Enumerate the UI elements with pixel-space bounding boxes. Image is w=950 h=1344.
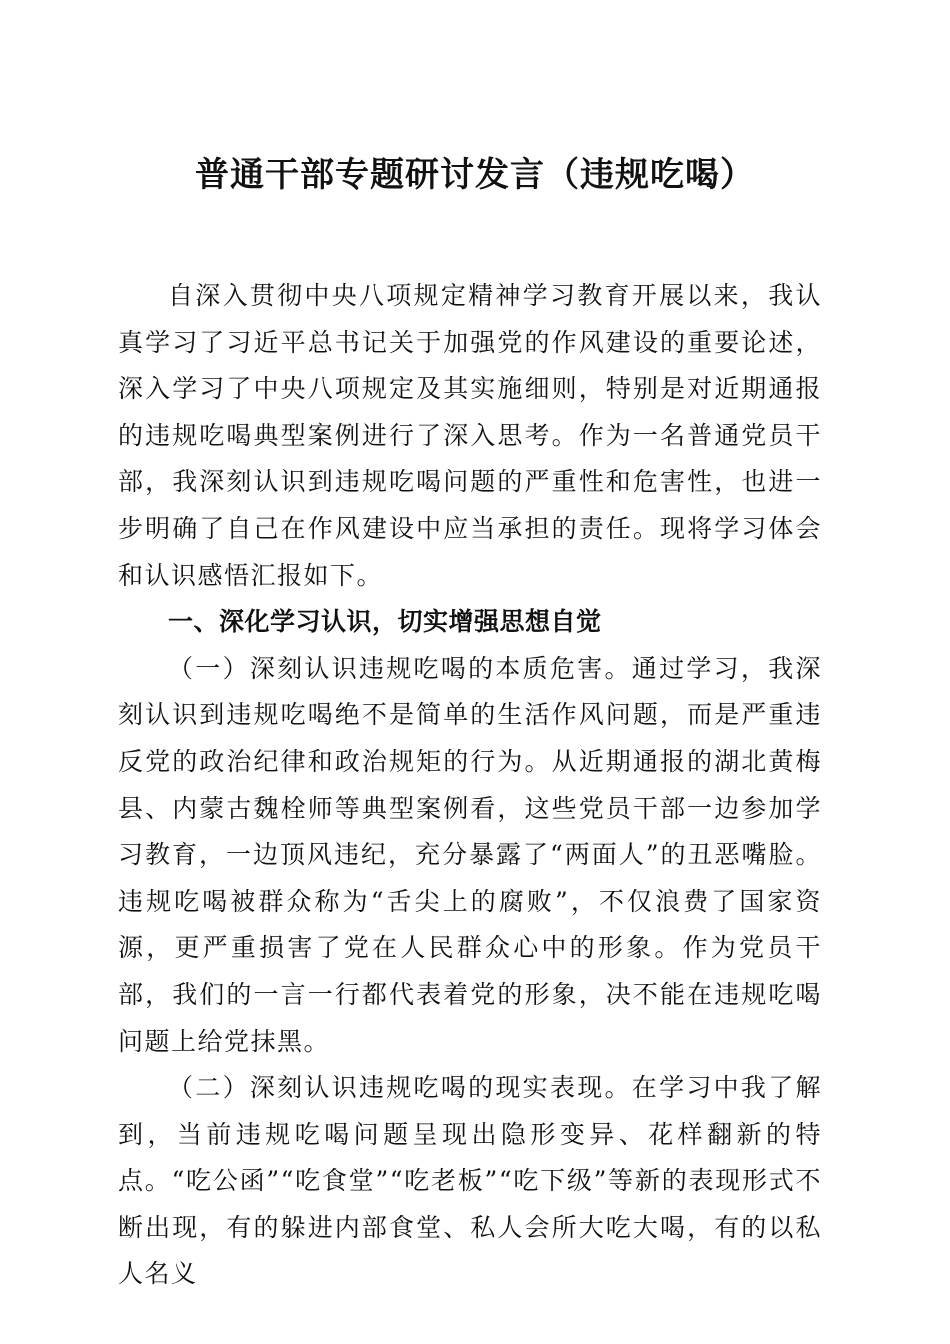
- subsection-text-1: 通过学习，我深刻认识到违规吃喝绝不是简单的生活作风问题，而是严重违反党的政治纪律和政治规矩的行为。从近期通报的湖北黄梅县、内蒙古魏栓师等典型案例看，这些党员干部一边参加学习教育，一边顶风违纪，充分暴露了“两面人”的丑恶嘴脸。违规吃喝被群众称为“舌尖上的腐败”，不仅浪费了国家资源，更严重损害了党在人民群众心中的形象。作为党员干部，我们的一言一行都代表着党的形象，决不能在违规吃喝问题上给党抹黑。: [118, 653, 822, 1056]
- section-heading-1: 一、深化学习认识，切实增强思想自觉: [168, 607, 602, 637]
- document-body: [118, 273, 822, 1298]
- subsection-paragraph-2: [118, 1065, 822, 1298]
- document-title: 普通干部专题研讨发言（违规吃喝）: [195, 155, 755, 195]
- subsection-text-2: 在学习中我了解到，当前违规吃喝问题呈现出隐形变异、花样翻新的特点。“吃公函”“吃食堂”“吃老板”“吃下级”等新的表现形式不断出现，有的躲进内部食堂、私人会所大吃大喝，有的以私人名义: [118, 1073, 822, 1289]
- subsection-lead-1: （一）深刻认识违规吃喝的本质危害。: [168, 653, 632, 683]
- subsection-lead-2: （二）深刻认识违规吃喝的现实表现。: [168, 1073, 632, 1103]
- subsection-paragraph-1: [118, 646, 822, 1065]
- intro-paragraph: 自深入贯彻中央八项规定精神学习教育开展以来，我认真学习了习近平总书记关于加强党的作风建设的重要论述，深入学习了中央八项规定及其实施细则，特别是对近期通报的违规吃喝典型案例进行了深入思考。作为一名普通党员干部，我深刻认识到违规吃喝问题的严重性和危害性，也进一步明确了自己在作风建设中应当承担的责任。现将学习体会和认识感悟汇报如下。: [118, 281, 822, 590]
